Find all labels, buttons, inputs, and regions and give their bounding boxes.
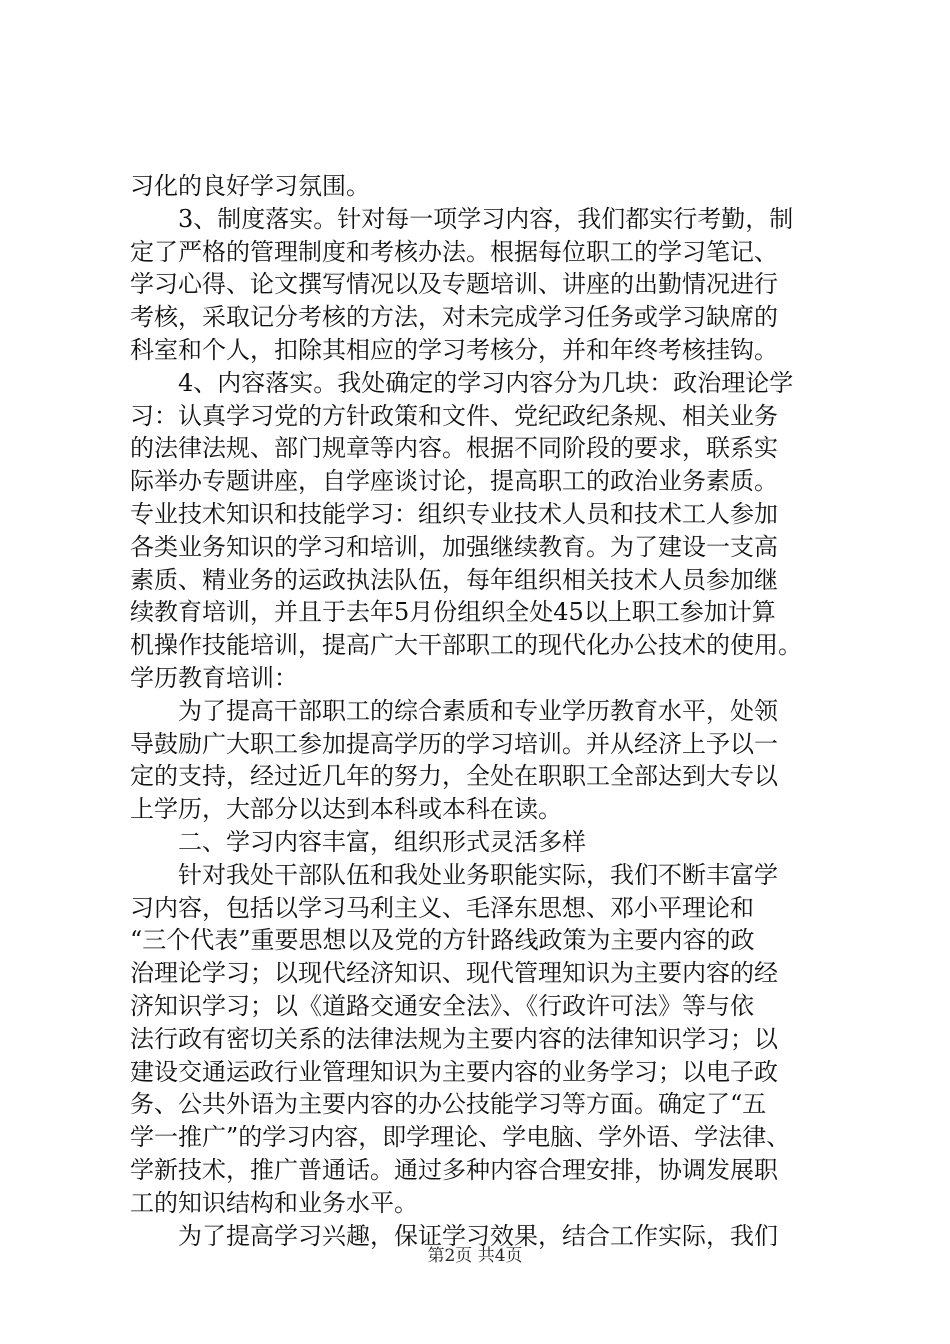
text-line: 针对我处干部队伍和我处业务职能实际，我们不断丰富学 bbox=[130, 860, 778, 889]
text-line: 习化的良好学习氛围。 bbox=[130, 172, 370, 200]
text-line: 学习心得、论文撰写情况以及专题培训、讲座的出勤情况进行 bbox=[130, 270, 778, 299]
page-number-footer: 第2页 共4页 bbox=[427, 1246, 523, 1266]
text-line: 机操作技能培训，提高广大干部职工的现代化办公技术的使用。 bbox=[130, 631, 802, 660]
section-heading: 二、学习内容丰富，组织形式灵活多样 bbox=[130, 827, 586, 856]
text-line: 工的知识结构和业务水平。 bbox=[130, 1188, 418, 1217]
text-line: 科室和个人，扣除其相应的学习考核分，并和年终考核挂钩。 bbox=[130, 335, 778, 364]
text-line: 上学历，大部分以达到本科或本科在读。 bbox=[130, 795, 562, 824]
text-line: 治理论学习；以现代经济知识、现代管理知识为主要内容的经 bbox=[130, 959, 778, 988]
text-line: 定了严格的管理制度和考核办法。根据每位职工的学习笔记、 bbox=[130, 237, 778, 266]
text-line: 法行政有密切关系的法律法规为主要内容的法律知识学习；以 bbox=[130, 1024, 778, 1053]
text-line: 务、公共外语为主要内容的办公技能学习等方面。确定了“五 bbox=[130, 1090, 767, 1119]
text-line: 4、内容落实。我处确定的学习内容分为几块：政治理论学 bbox=[130, 368, 794, 397]
text-line: 建设交通运政行业管理知识为主要内容的业务学习；以电子政 bbox=[130, 1057, 778, 1086]
text-line: 续教育培训，并且于去年5月份组织全处45以上职工参加计算 bbox=[130, 598, 776, 627]
text-line: 习内容，包括以学习马利主义、毛泽东思想、邓小平理论和 bbox=[130, 893, 754, 922]
text-line: 定的支持，经过近几年的努力，全处在职职工全部达到大专以 bbox=[130, 762, 778, 791]
body-text bbox=[130, 170, 820, 1252]
text-line: 为了提高干部职工的综合素质和专业学历教育水平，处领 bbox=[130, 696, 778, 725]
text-line: 各类业务知识的学习和培训，加强继续教育。为了建设一支高 bbox=[130, 532, 778, 561]
text-line: “三个代表”重要思想以及党的方针路线政策为主要内容的政 bbox=[130, 926, 755, 955]
text-line: 学一推广”的学习内容，即学理论、学电脑、学外语、学法律、 bbox=[130, 1123, 791, 1152]
text-line: 学新技术，推广普通话。通过多种内容合理安排，协调发展职 bbox=[130, 1155, 778, 1184]
text-line: 的法律法规、部门规章等内容。根据不同阶段的要求，联系实 bbox=[130, 434, 778, 463]
text-line: 3、制度落实。针对每一项学习内容，我们都实行考勤，制 bbox=[130, 204, 794, 233]
text-line: 济知识学习；以《道路交通安全法》、《行政许可法》等与依 bbox=[130, 991, 754, 1020]
text-line: 考核，采取记分考核的方法，对未完成学习任务或学习缺席的 bbox=[130, 303, 778, 332]
text-line: 习：认真学习党的方针政策和文件、党纪政纪条规、相关业务 bbox=[130, 401, 778, 430]
text-line: 导鼓励广大职工参加提高学历的学习培训。并从经济上予以一 bbox=[130, 729, 778, 758]
text-line: 素质、精业务的运政执法队伍，每年组织相关技术人员参加继 bbox=[130, 565, 778, 594]
text-line: 为了提高学习兴趣，保证学习效果，结合工作实际，我们 bbox=[130, 1221, 778, 1250]
text-line: 学历教育培训： bbox=[130, 663, 298, 692]
text-line: 际举办专题讲座，自学座谈讨论，提高职工的政治业务素质。 bbox=[130, 467, 778, 496]
text-line: 专业技术知识和技能学习：组织专业技术人员和技术工人参加 bbox=[130, 499, 778, 528]
